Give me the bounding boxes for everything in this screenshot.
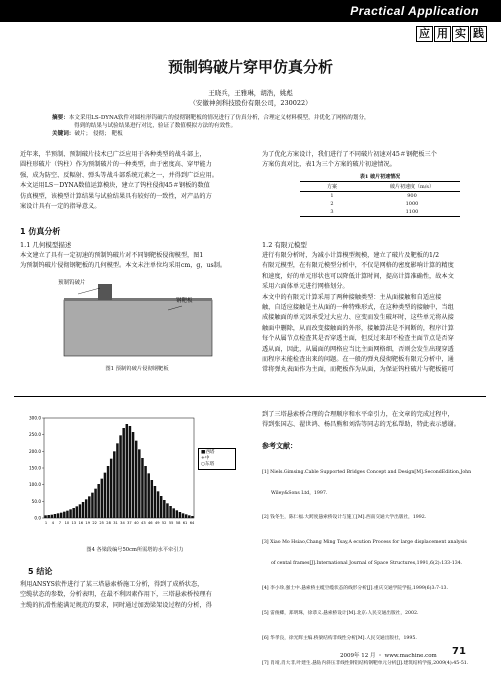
section-heading: 5 结论 (28, 567, 53, 576)
bar (85, 499, 88, 518)
x-tick-label: 4 (51, 521, 55, 525)
text-line: 方案仿真对比，表1为三个方案的破片初速情况。 (262, 161, 396, 169)
references-title: 参考文献： (262, 442, 297, 450)
bar (154, 486, 157, 518)
bar (116, 443, 119, 518)
abstract (52, 114, 462, 138)
page-number: 71 (452, 646, 466, 657)
intro-right (262, 150, 484, 171)
chart-legend (198, 448, 236, 470)
y-tick-label: 150.0 (29, 465, 41, 471)
text-line: 每个从属节点检查其是否穿透主面，但反过来却不检查主面节点是否穿 (262, 335, 454, 343)
x-tick-label: 61 (182, 521, 188, 525)
table-cell: 1100 (405, 209, 419, 215)
section-text (262, 251, 484, 376)
fragment-label: 预制钨破片 (58, 280, 86, 286)
bar (135, 441, 138, 518)
abstract-label: 摘要： (52, 115, 69, 121)
text-line: 进行有限分析时，为减小计算模型规模，建立了破片及靶板的1/2 (262, 252, 440, 259)
bar (138, 449, 141, 518)
table-caption: 表1 破片初速情况 (359, 174, 401, 180)
bar (163, 500, 166, 518)
bar (88, 496, 91, 518)
bar (157, 491, 160, 518)
bar (101, 479, 104, 518)
legend-entry: +中 (201, 456, 210, 461)
text-line: 本文运用LS－DYNA数值运算模块，建立了钨柱侵彻45＃钢板的数值 (20, 182, 210, 190)
bar (47, 515, 50, 518)
figure-1 (58, 280, 218, 360)
subsection-heading: 1.1 几何模型描述 (20, 241, 72, 249)
bar (179, 512, 182, 518)
bar (141, 458, 144, 518)
text-line: 近年来，半预制、预制破片技术已广泛应用于各种类型的战斗部上， (20, 151, 206, 158)
x-tick-label: 31 (113, 521, 118, 525)
bar (144, 466, 147, 518)
figure-1-caption: 图1 预制钨破片侵彻钢靶板 (105, 366, 169, 372)
x-tick-label: 13 (71, 521, 77, 525)
x-tick-label: 37 (127, 521, 132, 525)
reference-item: [7] 肖靖,肖大非,叶建生.悬钻内斜压非线性钢铝结构钢靶单元分析[J].建筑结构学报,2009(4):45-51. (262, 661, 469, 666)
table-row (300, 208, 460, 217)
target-plate-shape (64, 300, 212, 356)
reference-item: [3] Xiao Mo Hsiao,Chang Ming Tsay,A ecution Process for large displacement analysis (262, 540, 467, 545)
reference-item: [4] 李小珍,强士中.悬索桥主缆空缆状态的线形分析[J].重庆交通学院学报,1999(6)3:7-13. (262, 586, 449, 591)
fragment-shape (98, 284, 112, 300)
text-line: 触，自适应接触是主从面的一种特殊形式，在这种类型的接触中，当组 (262, 304, 454, 312)
table-cell: 1 (330, 193, 334, 199)
keywords-label: 关键词： (52, 131, 75, 137)
x-tick-label: 34 (120, 521, 125, 525)
bar (119, 435, 122, 518)
bar (129, 426, 132, 518)
y-tick-label: 0.0 (34, 515, 41, 521)
y-tick-label: 300.0 (29, 415, 41, 421)
references-list (262, 455, 488, 674)
bar-chart (18, 410, 250, 540)
table-header: 方案 (326, 184, 337, 190)
text-line: 采用六面体单元进行网格划分。 (262, 283, 349, 291)
x-tick-label: 28 (106, 521, 111, 525)
text-line: 而程序未能检查出来的问题。在一般的弹丸侵彻靶板有限元分析中，通 (262, 356, 454, 364)
text-line: 为预制钨破片侵彻钢靶板的几何模型。本文未注单位均采用cm，g，us制。 (20, 262, 227, 270)
table-cell: 3 (330, 209, 334, 215)
section-text (20, 251, 244, 272)
figure-1-drawing (58, 280, 218, 360)
bar (60, 513, 63, 518)
bar (51, 515, 54, 518)
reference-item: [2] 钱冬生，陈仁福.大跨度悬索桥设计与施工[M].西南交通大学出版社，1992. (262, 515, 427, 520)
reference-item: [6] 华孝良，徐光辉主编.桥梁结构非线性分析[M].人民交通出版社，1995. (262, 636, 417, 641)
bar (166, 503, 169, 518)
reference-item: Wiley&Sons Ltd，1997. (262, 491, 328, 496)
affiliation: （安徽神剑科技股份有限公司，230022） (189, 99, 312, 107)
y-tick-label: 100.0 (29, 482, 41, 488)
y-tick-label: 50.0 (31, 498, 41, 504)
text-line: 为了优化方案设计，我们进行了不同破片初速对45＃钢靶板三个 (262, 151, 437, 158)
keywords: 破片； 侵彻； 靶板 (74, 131, 123, 137)
page-separator (14, 396, 486, 397)
x-tick-label: 19 (85, 521, 91, 525)
abstract-line: 得到的结果与试验结果进行对比，验证了数值模拟方法的有效性。 (74, 123, 237, 129)
x-tick-label: 52 (161, 521, 167, 525)
x-tick-label: 55 (168, 521, 174, 525)
text-line: 和速度，好的单元形状也可以降低计算时间，提高计算准确性，故本文 (262, 272, 454, 280)
footer-text: 2009年 12 月 ・ www.machine.com (340, 653, 437, 659)
x-tick-label: 1 (44, 521, 48, 525)
table-row (300, 200, 460, 208)
reference-item: [1] Niels.Gimsing.Cable Supported Bridges Concept and Design[M].SecondEdition,John (262, 470, 472, 475)
x-tick-label: 22 (92, 521, 97, 525)
bar (97, 484, 100, 518)
x-tick-label: 7 (58, 521, 62, 525)
bar (172, 508, 175, 518)
bar (107, 466, 110, 518)
figure-4 (18, 410, 250, 540)
bar (44, 515, 47, 518)
text-line: 透从面，因此，从属面的网格应当比主面网格细，否则会发生出现穿透 (262, 345, 454, 353)
text-line: 本文建立了具有一定初速的预制钨破片对不同钢靶板侵彻模型，图1 (20, 252, 204, 259)
reference-item: [5] 雷俊卿，郑明珠，徐恭义.悬索桥设计[M].北京:人民交通出版社，2002. (262, 611, 419, 616)
bar (82, 502, 85, 518)
text-line: 空缆状态的参数，分析表明，在最不利因素作用下，三塔悬索桥按理有 (20, 591, 212, 599)
x-tick-label: 40 (134, 521, 139, 525)
text-line: 有限元模型，在有限元模型分析中，不仅是网格的密度影响计算的精度 (262, 262, 454, 270)
y-tick-label: 250.0 (29, 432, 41, 438)
plate-label: 钢靶板 (176, 298, 193, 304)
bar (79, 504, 82, 518)
banner-title: Practical Application (350, 4, 479, 18)
conclusion-text (20, 580, 248, 611)
x-tick-label: 25 (99, 521, 104, 525)
bar (69, 509, 72, 518)
text-line: 利用ANSYS软件进行了某三塔悬索桥施工分析，得到了成桥状态， (20, 581, 204, 588)
bar (126, 424, 129, 518)
bar (104, 473, 107, 518)
bar (91, 493, 94, 518)
x-tick-label: 46 (147, 521, 153, 525)
intro-left (20, 150, 238, 212)
text-line: 常将弹丸表面作为主面，而靶板作为从面，为保证钨柱破片与靶板能可 (262, 366, 454, 374)
text-line: 触面中删除，从而改变接触面的外形，接触算法是不间断的，程序计算 (262, 324, 454, 332)
x-tick-label: 49 (154, 521, 160, 525)
text-line: 本文中的有限元计算采用了两种接触类型：主从面接触和自适应接 (262, 293, 442, 301)
authors: 王晓兵，王雅琳，胡浩，姚彪 (208, 89, 293, 97)
bar (185, 514, 188, 518)
bar (57, 513, 60, 518)
bar (151, 480, 154, 518)
text-line: 圆柱形破片（钨柱）作为预制破片的一种类型，由于密度高、穿甲能力 (20, 161, 212, 169)
bar (122, 428, 125, 518)
bar (113, 451, 116, 518)
bar (176, 510, 179, 518)
legend-entry: ○东塔 (201, 462, 215, 467)
section-tag (416, 26, 487, 42)
bar (94, 489, 97, 518)
bar (182, 513, 185, 518)
bar (147, 473, 150, 518)
plot-area (44, 418, 194, 518)
subsection-heading: 1.2 有限元模型 (262, 241, 307, 249)
x-tick-label: 10 (64, 521, 70, 525)
text-line: 得到张国志、翟世鸿、杨昌熊和刘浩等同志的无私帮助，特此表示感谢。 (262, 421, 460, 429)
text-line: 强，成为防空、反幅射、弹头等战斗部系统元素之一，并得到广泛应用。 (20, 171, 218, 179)
bar (54, 514, 57, 518)
article-title: 预制钨破片穿甲仿真分析 (167, 58, 333, 76)
y-tick-label: 200.0 (29, 448, 41, 454)
abstract-line: 本文采用LS-DYNA软件对圆柱形钨破片的侵彻钢靶板的情况进行了仿真分析，合理定义材料模型，并优化了网格的划分， (68, 115, 370, 121)
text-line: 到了三塔悬索桥合理的合理顺序和水平牵引力，在文章的完成过程中， (262, 411, 454, 418)
table-row (300, 192, 460, 201)
table-cell: 2 (330, 201, 334, 207)
bar (110, 459, 113, 518)
bar (132, 432, 135, 518)
bar (76, 506, 79, 518)
bar (169, 506, 172, 518)
bar (66, 511, 69, 518)
x-tick-label: 64 (189, 521, 195, 525)
x-tick-label: 16 (78, 521, 84, 525)
bar (160, 496, 163, 518)
bar (191, 516, 194, 518)
right-col-text (262, 410, 486, 431)
figure-4-caption: 图4 各梁段编号50cm所需塔的水平牵引力 (86, 547, 184, 553)
text-line: 仿真模型，该模型计算结果与试验结果具有较好的一致性，对产品的方 (20, 192, 212, 200)
tag-char: 践 (470, 26, 487, 42)
velocity-table (300, 181, 460, 217)
table-cell: 900 (407, 193, 417, 199)
text-line: 成接触面的单元因承受过大应力、应变而发生破坏时，这些单元将从接 (262, 314, 454, 322)
tag-char: 应 (416, 26, 433, 42)
bar (188, 515, 191, 518)
text-line: 案设计具有一定的指导意义。 (20, 203, 101, 211)
table-header: 破片初速度（m/s） (390, 184, 434, 190)
bar (72, 508, 75, 518)
reference-item: of cental frames[J].International Journal of Space Structures,1991,6(2):133-134. (262, 561, 463, 566)
tag-char: 实 (452, 26, 469, 42)
text-line: 主缆的抗滑性能满足规范的要求，同时通过加劲梁架设过程的分析，得 (20, 601, 212, 609)
legend-entry: ■西塔 (201, 450, 215, 455)
bar (63, 512, 66, 518)
section-heading: 1 仿真分析 (20, 227, 61, 236)
tag-char: 用 (434, 26, 451, 42)
table-header-row (300, 182, 460, 192)
x-tick-label: 58 (175, 521, 181, 525)
x-tick-label: 43 (141, 521, 146, 525)
table-cell: 1000 (405, 201, 419, 207)
